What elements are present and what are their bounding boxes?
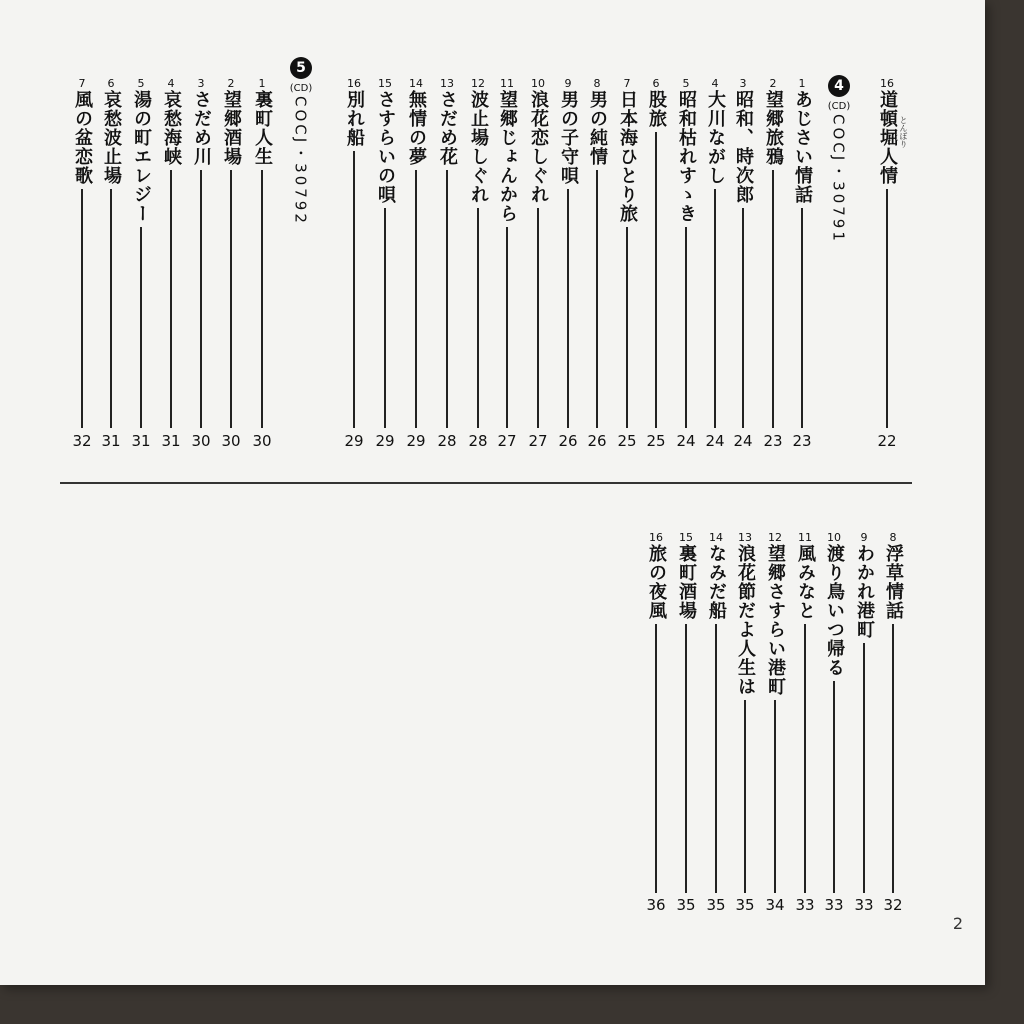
song-title: 股旅 xyxy=(646,90,667,128)
top-song-entry xyxy=(553,78,583,185)
bottom-song-entry xyxy=(730,532,760,696)
track-number: 13 xyxy=(440,77,454,90)
track-number: 15 xyxy=(378,77,392,90)
top-song-entry xyxy=(463,78,493,204)
song-title: 大川ながし xyxy=(705,90,726,185)
song-title: 道頓堀人情 xyxy=(877,90,898,185)
track-number: 1 xyxy=(798,77,806,90)
track-number: 14 xyxy=(709,531,723,544)
leader-line xyxy=(655,624,657,893)
song-title: 男の純情 xyxy=(587,90,608,166)
song-title: 浮草情話 xyxy=(883,544,904,620)
song-title: 望郷酒場 xyxy=(221,90,242,166)
song-title: あじさい情話 xyxy=(792,90,813,204)
page-ref: 33 xyxy=(824,896,844,914)
song-title: 風の盆恋歌 xyxy=(72,90,93,185)
leader-line xyxy=(714,189,716,428)
bottom-song-entry xyxy=(878,532,908,620)
leader-line xyxy=(774,700,776,893)
bottom-song-entry xyxy=(819,532,849,677)
track-number: 4 xyxy=(167,77,175,90)
track-number: 7 xyxy=(623,77,631,90)
page-ref: 31 xyxy=(101,432,121,450)
track-number: 8 xyxy=(593,77,601,90)
leader-line xyxy=(506,227,508,428)
song-title: 望郷さすらい港町 xyxy=(765,544,786,696)
catalog-code: COCJ・30791 xyxy=(829,114,848,244)
track-number: 11 xyxy=(500,77,514,90)
song-title: 望郷旅鴉 xyxy=(763,90,784,166)
song-title: 浪花節だよ人生は xyxy=(735,544,756,696)
page-ref: 30 xyxy=(191,432,211,450)
top-song-entry xyxy=(700,78,730,185)
cd-marker-5 xyxy=(286,57,316,226)
leader-line xyxy=(685,624,687,893)
page-ref: 29 xyxy=(344,432,364,450)
page-ref: 33 xyxy=(795,896,815,914)
track-number: 3 xyxy=(197,77,205,90)
song-title: 裏町人生 xyxy=(252,90,273,166)
leader-line xyxy=(353,151,355,428)
page-ref: 26 xyxy=(558,432,578,450)
top-song-entry xyxy=(523,78,553,204)
leader-line xyxy=(477,208,479,428)
track-number: 7 xyxy=(78,77,86,90)
top-song-entry xyxy=(671,78,701,223)
cd-label: (CD) xyxy=(827,101,851,112)
leader-line xyxy=(655,132,657,428)
disc-number-badge: 4 xyxy=(828,75,850,97)
song-title: 波止場しぐれ xyxy=(468,90,489,204)
song-title: 昭和枯れすゝき xyxy=(676,90,697,223)
page-ref: 28 xyxy=(437,432,457,450)
leader-line xyxy=(804,624,806,893)
song-title: 別れ船 xyxy=(344,90,365,147)
leader-line xyxy=(200,170,202,428)
song-title: 望郷じょんから xyxy=(497,90,518,223)
leader-line xyxy=(384,208,386,428)
top-song-entry xyxy=(401,78,431,166)
leader-line xyxy=(446,170,448,428)
song-title: 湯の町エレジー xyxy=(131,90,152,223)
track-number: 13 xyxy=(738,531,752,544)
page-ref: 25 xyxy=(617,432,637,450)
top-song-entry xyxy=(370,78,400,204)
leader-line xyxy=(886,189,888,428)
leader-line xyxy=(537,208,539,428)
leader-line xyxy=(110,189,112,428)
leader-line xyxy=(596,170,598,428)
leader-line xyxy=(626,227,628,428)
song-title: 風みなと xyxy=(795,544,816,620)
page-ref: 23 xyxy=(792,432,812,450)
leader-line xyxy=(772,170,774,428)
top-song-entry xyxy=(872,78,902,185)
track-number: 16 xyxy=(649,531,663,544)
page-ref: 24 xyxy=(676,432,696,450)
track-number: 15 xyxy=(679,531,693,544)
track-number: 6 xyxy=(652,77,660,90)
track-number: 14 xyxy=(409,77,423,90)
leader-line xyxy=(685,227,687,428)
track-number: 16 xyxy=(880,77,894,90)
page-ref: 30 xyxy=(252,432,272,450)
page-ref: 35 xyxy=(676,896,696,914)
song-title: 浪花恋しぐれ xyxy=(528,90,549,204)
top-song-entry xyxy=(186,78,216,166)
song-title: さだめ川 xyxy=(191,90,212,166)
leader-line xyxy=(744,700,746,893)
top-song-entry xyxy=(156,78,186,166)
disc-number-badge: 5 xyxy=(290,57,312,79)
page-ref: 28 xyxy=(468,432,488,450)
top-song-entry xyxy=(126,78,156,223)
track-number: 4 xyxy=(711,77,719,90)
page-ref: 31 xyxy=(131,432,151,450)
bottom-song-entry xyxy=(701,532,731,620)
page-ref: 27 xyxy=(497,432,517,450)
song-title: 渡り鳥いつ帰る xyxy=(824,544,845,677)
leader-line xyxy=(863,643,865,893)
track-number: 8 xyxy=(889,531,897,544)
page-ref: 35 xyxy=(706,896,726,914)
top-song-entry xyxy=(582,78,612,166)
track-number: 12 xyxy=(471,77,485,90)
page-ref: 33 xyxy=(854,896,874,914)
cd-marker-4 xyxy=(824,75,854,244)
track-number: 16 xyxy=(347,77,361,90)
leader-line xyxy=(567,189,569,428)
leader-line xyxy=(742,208,744,428)
track-number: 9 xyxy=(860,531,868,544)
top-song-entry xyxy=(247,78,277,166)
leader-line xyxy=(170,170,172,428)
track-number: 3 xyxy=(739,77,747,90)
page-ref: 24 xyxy=(705,432,725,450)
cd-label: (CD) xyxy=(289,83,313,94)
top-song-entry xyxy=(216,78,246,166)
song-title: 哀愁波止場 xyxy=(101,90,122,185)
page-ref: 23 xyxy=(763,432,783,450)
page-ref: 27 xyxy=(528,432,548,450)
song-title: 日本海ひとり旅 xyxy=(617,90,638,223)
track-number: 9 xyxy=(564,77,572,90)
song-title: 哀愁海峡 xyxy=(161,90,182,166)
track-number: 5 xyxy=(137,77,145,90)
top-song-entry xyxy=(432,78,462,166)
track-number: 10 xyxy=(531,77,545,90)
furigana: とんぼり xyxy=(899,116,908,148)
song-title: さすらいの唄 xyxy=(375,90,396,204)
track-number: 11 xyxy=(798,531,812,544)
leader-line xyxy=(415,170,417,428)
page-ref: 30 xyxy=(221,432,241,450)
top-song-entry xyxy=(96,78,126,185)
catalog-code: COCJ・30792 xyxy=(291,96,310,226)
page-ref: 25 xyxy=(646,432,666,450)
song-title: 昭和、時次郎 xyxy=(733,90,754,204)
song-title: 男の子守唄 xyxy=(558,90,579,185)
page-ref: 22 xyxy=(877,432,897,450)
leader-line xyxy=(261,170,263,428)
top-song-entry xyxy=(728,78,758,204)
leader-line xyxy=(81,189,83,428)
track-number: 10 xyxy=(827,531,841,544)
bottom-song-entry xyxy=(641,532,671,620)
section-divider xyxy=(60,482,912,484)
page-ref: 36 xyxy=(646,896,666,914)
top-song-entry xyxy=(339,78,369,147)
page-ref: 32 xyxy=(72,432,92,450)
track-number: 6 xyxy=(107,77,115,90)
bottom-song-entry xyxy=(671,532,701,620)
track-number: 2 xyxy=(227,77,235,90)
leader-line xyxy=(140,227,142,428)
leader-line xyxy=(833,681,835,893)
track-number: 1 xyxy=(258,77,266,90)
top-song-entry xyxy=(758,78,788,166)
top-song-entry xyxy=(612,78,642,223)
song-title: なみだ船 xyxy=(706,544,727,620)
leader-line xyxy=(715,624,717,893)
page-ref: 24 xyxy=(733,432,753,450)
bottom-song-entry xyxy=(790,532,820,620)
leader-line xyxy=(801,208,803,428)
track-number: 5 xyxy=(682,77,690,90)
top-song-entry xyxy=(67,78,97,185)
page-ref: 29 xyxy=(406,432,426,450)
page-ref: 35 xyxy=(735,896,755,914)
page-ref: 32 xyxy=(883,896,903,914)
top-song-entry xyxy=(787,78,817,204)
page-ref: 34 xyxy=(765,896,785,914)
page-ref: 26 xyxy=(587,432,607,450)
leader-line xyxy=(230,170,232,428)
top-song-entry xyxy=(641,78,671,128)
track-number: 2 xyxy=(769,77,777,90)
song-title: わかれ港町 xyxy=(854,544,875,639)
page-number: 2 xyxy=(952,914,963,933)
song-title: さだめ花 xyxy=(437,90,458,166)
page-ref: 31 xyxy=(161,432,181,450)
top-song-entry xyxy=(492,78,522,223)
song-title: 旅の夜風 xyxy=(646,544,667,620)
leader-line xyxy=(892,624,894,893)
bottom-song-entry xyxy=(849,532,879,639)
bottom-song-entry xyxy=(760,532,790,696)
track-number: 12 xyxy=(768,531,782,544)
song-title: 無情の夢 xyxy=(406,90,427,166)
page-ref: 29 xyxy=(375,432,395,450)
song-title: 裏町酒場 xyxy=(676,544,697,620)
